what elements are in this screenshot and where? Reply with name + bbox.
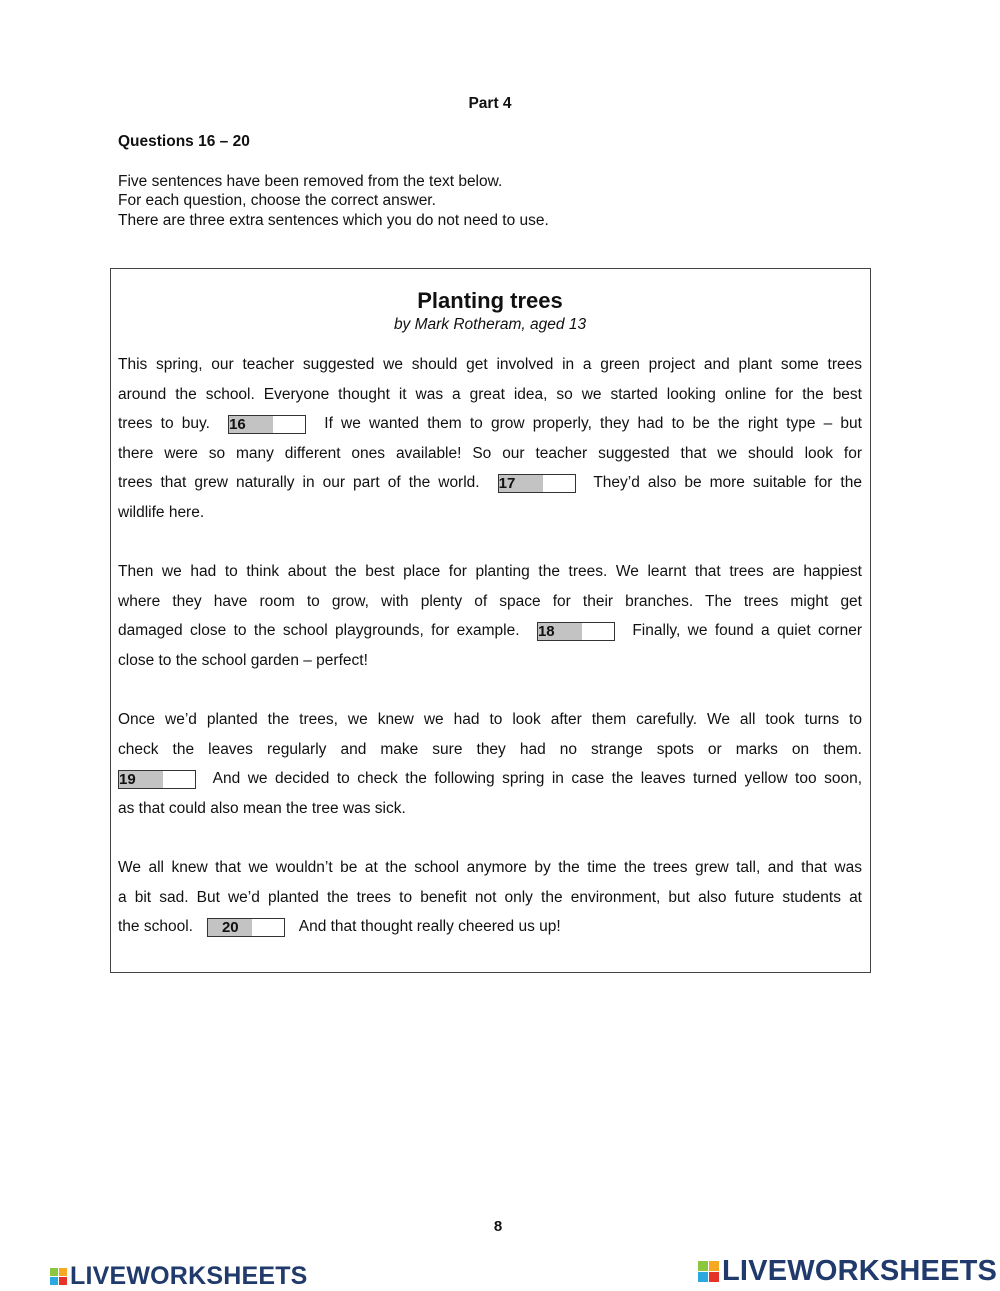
text-line <box>118 705 862 735</box>
questions-heading: Questions 16 – 20 <box>118 133 250 150</box>
logo-text: LIVEWORKSHEETS <box>70 1262 308 1290</box>
text-segment: And we decided to check the following spring in case the leaves turned yellow too soon, <box>212 770 863 788</box>
liveworksheets-logo <box>50 1262 308 1291</box>
logo-squares-icon <box>50 1268 67 1285</box>
answer-box-16[interactable] <box>228 415 306 434</box>
text-segment: If we wanted them to grow properly, they had to be the right type – but <box>324 415 862 433</box>
text-line <box>118 498 862 528</box>
text-line <box>118 912 862 942</box>
question-number: 17 <box>499 475 543 492</box>
answer-box-19[interactable] <box>118 770 196 789</box>
question-number: 16 <box>229 416 273 433</box>
text-line <box>118 853 862 883</box>
text-segment: as that could also mean the tree was sick. <box>118 799 406 817</box>
text-segment: Then we had to think about the best place for planting the trees. We learnt that trees are happiest <box>118 563 862 581</box>
question-number: 20 <box>208 919 252 936</box>
text-line <box>118 528 862 558</box>
logo-squares-icon <box>698 1261 719 1282</box>
text-line <box>118 883 862 913</box>
text-line <box>118 824 862 854</box>
text-segment: Once we’d planted the trees, we knew we had to look after them carefully. We all took turns to <box>118 711 862 729</box>
text-line <box>118 380 862 410</box>
text-segment: the school. <box>118 918 193 936</box>
text-segment: a bit sad. But we’d planted the trees to benefit not only the environment, but also future students at <box>118 888 862 906</box>
text-line <box>118 468 862 498</box>
text-line <box>118 557 862 587</box>
instruction-line: Five sentences have been removed from the text below. <box>118 173 503 190</box>
article-title: Planting trees <box>417 288 563 313</box>
liveworksheets-logo <box>698 1255 997 1288</box>
text-line <box>118 764 862 794</box>
text-line <box>118 676 862 706</box>
text-segment: We all knew that we wouldn’t be at the school anymore by the time the trees grew tall, and that was <box>118 859 862 877</box>
text-line <box>118 439 862 469</box>
text-segment: trees to buy. <box>118 415 210 433</box>
text-segment: wildlife here. <box>118 503 205 521</box>
text-segment: trees that grew naturally in our part of the world. <box>118 474 480 492</box>
text-segment: check the leaves regularly and make sure they had no strange spots or marks on them. <box>118 740 862 758</box>
text-line <box>118 735 862 765</box>
text-segment: around the school. Everyone thought it was a great idea, so we started looking online for the best <box>118 385 862 403</box>
instruction-line: For each question, choose the correct answer. <box>118 192 436 210</box>
text-segment: Finally, we found a quiet corner <box>632 622 862 640</box>
text-line <box>118 646 862 676</box>
instruction-line: There are three extra sentences which you do not need to use. <box>118 211 549 229</box>
text-segment: there were so many different ones available! So our teacher suggested that we should look for <box>118 444 862 462</box>
text-line <box>118 616 862 646</box>
text-segment: This spring, our teacher suggested we should get involved in a green project and plant some trees <box>118 356 862 373</box>
text-line <box>118 350 862 380</box>
page-number: 8 <box>493 1218 503 1235</box>
answer-box-17[interactable] <box>498 474 576 493</box>
text-segment: close to the school garden – perfect! <box>118 651 368 669</box>
article-body <box>118 350 862 942</box>
text-line <box>118 587 862 617</box>
part-heading: Part 4 <box>468 95 512 112</box>
question-number: 19 <box>119 771 163 788</box>
text-line <box>118 409 862 439</box>
instructions <box>118 172 549 230</box>
answer-box-18[interactable] <box>537 622 615 641</box>
logo-text: LIVEWORKSHEETS <box>722 1255 998 1287</box>
answer-box-20[interactable] <box>207 918 285 937</box>
text-segment: And that thought really cheered us up! <box>298 918 561 936</box>
text-segment: They’d also be more suitable for the <box>593 474 862 492</box>
text-line <box>118 794 862 824</box>
text-segment: damaged close to the school playgrounds, for example. <box>118 622 520 640</box>
text-segment: where they have room to grow, with plenty of space for their branches. The trees might get <box>118 592 862 610</box>
question-number: 18 <box>538 623 582 640</box>
article-byline: by Mark Rotheram, aged 13 <box>393 316 587 333</box>
